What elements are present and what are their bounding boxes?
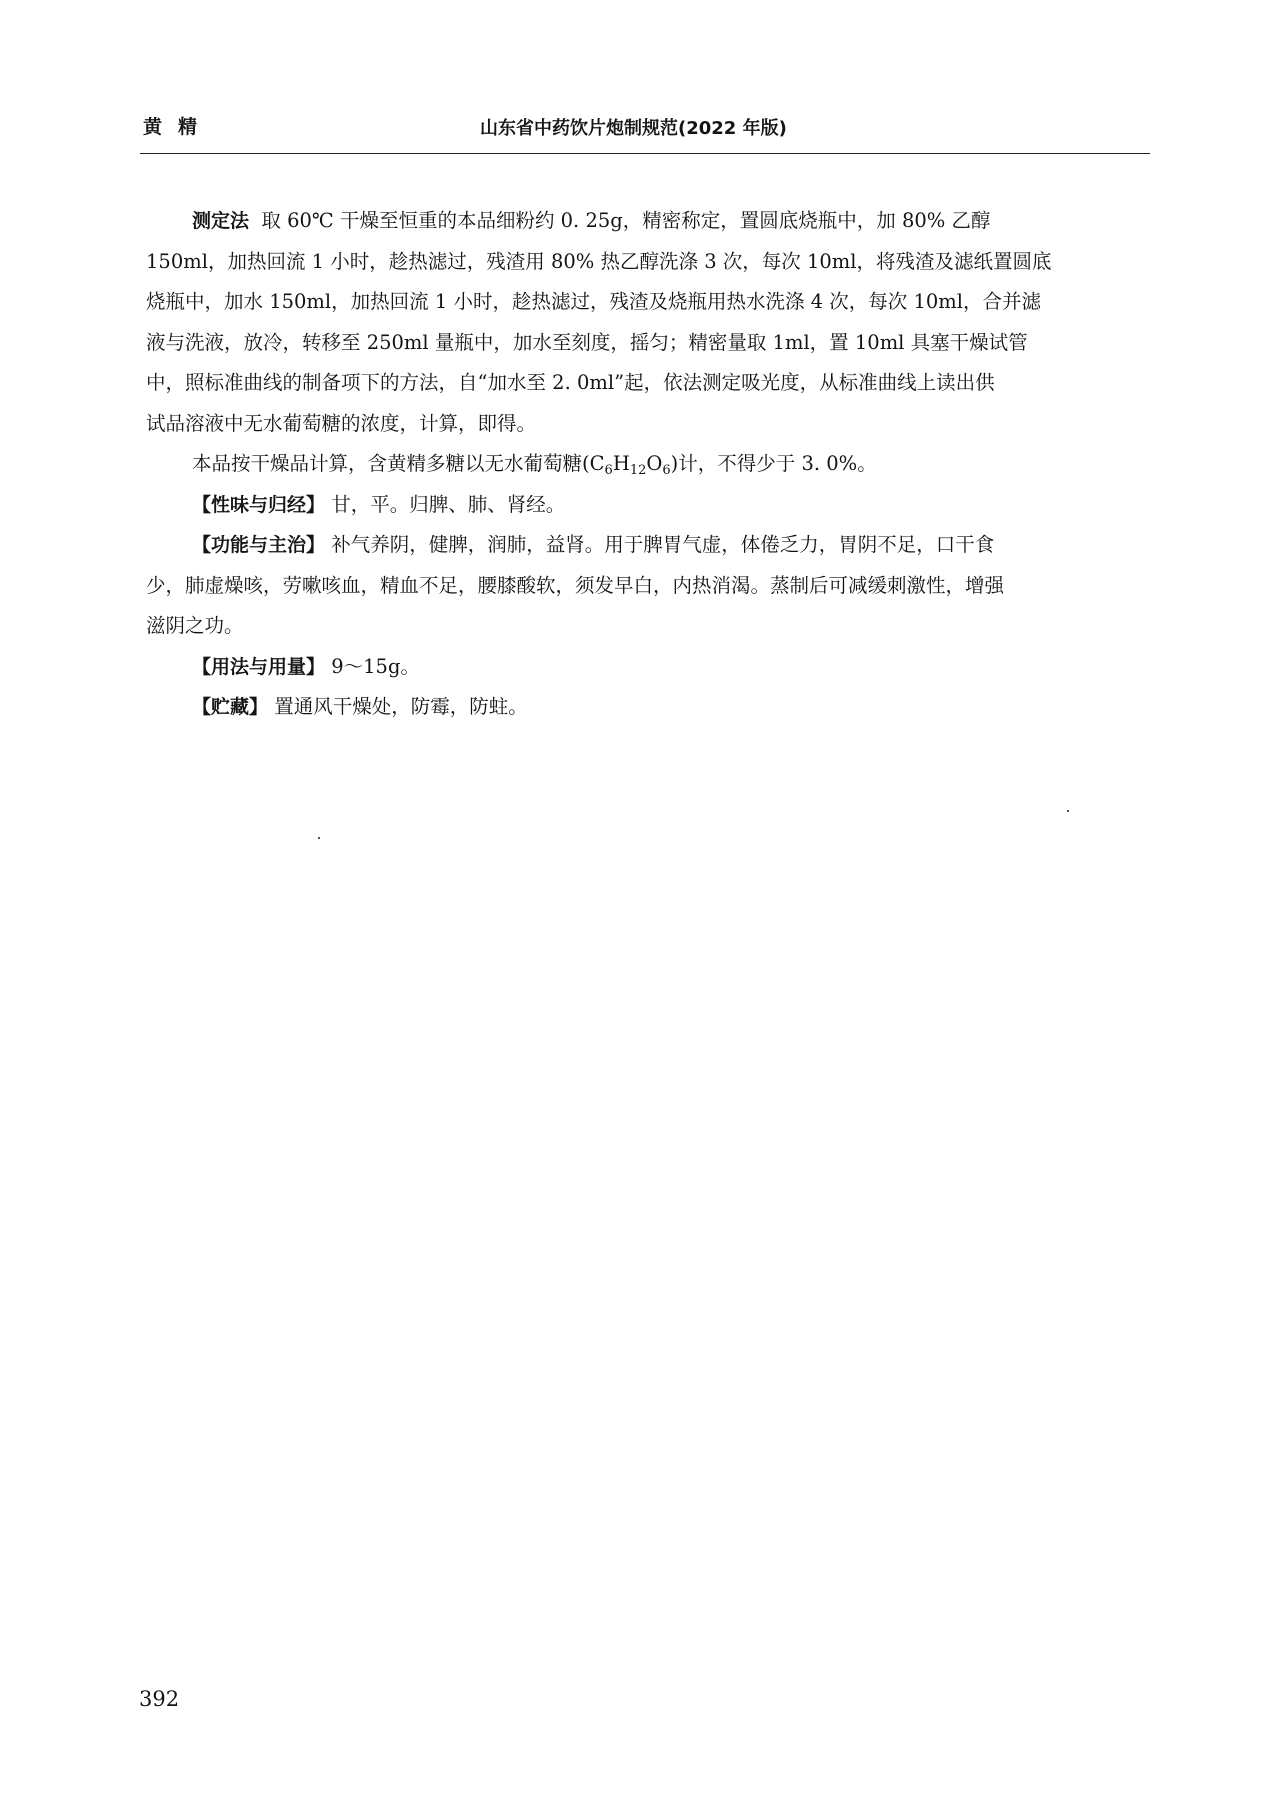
method-line-3: 烧瓶中，加水 150ml，加热回流 1 小时，趁热滤过，残渣及烧瓶用热水洗涤 4 次，每次 10ml，合并滤 (146, 290, 1041, 313)
usage-label: 【用法与用量】 (192, 655, 326, 678)
running-head-char-2: 精 (178, 116, 198, 138)
content-limit-text: 本品按干燥品计算，含黄精多糖以无水葡萄糖( (192, 452, 590, 475)
method-line-5: 中，照标准曲线的制备项下的方法，自“加水至 2. 0ml”起，依法测定吸光度，从标准曲线上读出供 (146, 371, 995, 394)
header-rule (140, 153, 1150, 154)
running-head-title (143, 112, 213, 139)
formula-o: O (646, 452, 663, 475)
formula-c: C (589, 452, 605, 475)
method-line-1: 取 60℃ 干燥至恒重的本品细粉约 0. 25g，精密称定，置圆底烧瓶中，加 80% 乙醇 (261, 209, 991, 232)
function-line-3: 滋阴之功。 (146, 614, 244, 637)
method-line-4: 液与洗液，放冷，转移至 250ml 量瓶中，加水至刻度，摇匀；精密量取 1ml，置 10ml 具塞干燥试管 (146, 330, 1028, 354)
method-line-2: 150ml，加热回流 1 小时，趁热滤过，残渣用 80% 热乙醇洗涤 3 次，每次 10ml，将残渣及滤纸置圆底 (146, 249, 1052, 273)
formula-h: H (612, 452, 630, 475)
storage-paragraph (192, 687, 1149, 728)
scan-speck (318, 837, 320, 839)
scan-speck (1067, 810, 1069, 812)
method-line-6: 试品溶液中无水葡萄糖的浓度，计算，即得。 (146, 411, 537, 435)
formula-o-sub: 6 (662, 463, 671, 478)
nature-label: 【性味与归经】 (192, 493, 326, 516)
storage-label: 【贮藏】 (192, 696, 269, 718)
formula-c-sub: 6 (604, 463, 613, 478)
nature-text: 甘，平。归脾、肺、肾经。 (331, 492, 566, 516)
formula-h-sub: 12 (629, 463, 647, 478)
function-label: 【功能与主治】 (192, 534, 326, 556)
running-head-book-title: 山东省中药饮片炮制规范(2022 年版) (480, 118, 787, 139)
usage-paragraph (192, 647, 1149, 688)
method-label: 测定法 (192, 210, 250, 232)
content-limit-paragraph (192, 444, 1149, 485)
content-limit-tail: )计，不得少于 3. 0%。 (670, 452, 877, 475)
function-line-2: 少，肺虚燥咳，劳嗽咳血，精血不足，腰膝酸软，须发早白，内热消渴。蒸制后可减缓刺激性，增强 (146, 573, 1005, 597)
usage-text: 9～15g。 (331, 654, 420, 678)
function-paragraph (146, 525, 1149, 647)
nature-paragraph (192, 485, 1149, 526)
running-head-char-1: 黄 (143, 116, 163, 138)
body-text (146, 201, 1149, 728)
page-number: 392 (139, 1687, 180, 1711)
method-paragraph (146, 201, 1149, 444)
storage-text: 置通风干燥处，防霉，防蛀。 (274, 695, 528, 718)
function-line-1: 补气养阴，健脾，润肺，益肾。用于脾胃气虚，体倦乏力，胃阴不足，口干食 (331, 533, 995, 556)
